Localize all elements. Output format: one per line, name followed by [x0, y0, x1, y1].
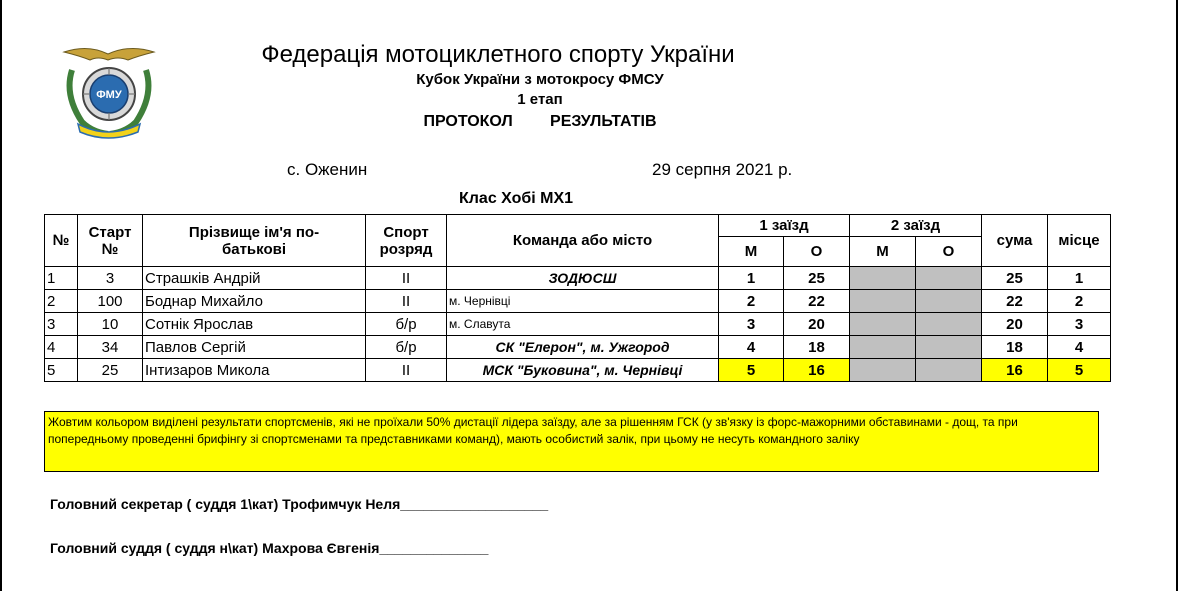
cell-sum: 22 — [982, 290, 1048, 313]
cell-race1-m: 3 — [719, 313, 784, 336]
header-race2-m: М — [850, 237, 916, 267]
table-row — [45, 290, 1111, 313]
cell-rank: б/р — [366, 313, 447, 336]
header-start-line2: № — [101, 240, 119, 258]
header-sum: сума — [982, 215, 1048, 267]
header-race2-o: О — [916, 237, 982, 267]
header-rank-line1: Спорт — [383, 223, 429, 241]
cell-sum: 25 — [982, 267, 1048, 290]
cell-place: 5 — [1048, 359, 1111, 382]
cell-name: Сотнік Ярослав — [143, 313, 366, 336]
cell-race1-o: 25 — [784, 267, 850, 290]
header-start — [78, 215, 143, 267]
cell-race1-m: 5 — [719, 359, 784, 382]
cell-rank: б/р — [366, 336, 447, 359]
table-row — [45, 359, 1111, 382]
cell-sum: 20 — [982, 313, 1048, 336]
cell-race1-o: 16 — [784, 359, 850, 382]
header-race1-m: М — [719, 237, 784, 267]
header-start-line1: Старт — [88, 223, 132, 241]
cell-no: 2 — [45, 290, 78, 313]
cell-race2-m — [850, 290, 916, 313]
cell-race1-m: 4 — [719, 336, 784, 359]
header-rank-line2: розряд — [379, 240, 433, 258]
cell-rank: ІІ — [366, 267, 447, 290]
table-row — [45, 336, 1111, 359]
cell-place: 1 — [1048, 267, 1111, 290]
event-place: с. Оженин — [287, 160, 368, 179]
page-border-left — [0, 0, 2, 591]
cell-rank: ІІ — [366, 290, 447, 313]
cell-place: 2 — [1048, 290, 1111, 313]
logo-text: ФМУ — [96, 89, 122, 101]
header-race1-o: О — [784, 237, 850, 267]
cell-start: 100 — [78, 290, 143, 313]
cell-place: 4 — [1048, 336, 1111, 359]
cell-race2-m — [850, 336, 916, 359]
header-race2: 2 заїзд — [850, 215, 982, 237]
cell-sum: 16 — [982, 359, 1048, 382]
cell-no: 5 — [45, 359, 78, 382]
cell-team: м. Славута — [447, 313, 719, 336]
cell-no: 3 — [45, 313, 78, 336]
cell-race2-o — [916, 267, 982, 290]
event-date: 29 серпня 2021 р. — [652, 160, 793, 179]
cell-rank: ІІ — [366, 359, 447, 382]
cell-team: МСК "Буковина", м. Чернівці — [447, 359, 719, 382]
cell-name: Страшків Андрій — [143, 267, 366, 290]
cell-start: 10 — [78, 313, 143, 336]
cell-name: Боднар Михайло — [143, 290, 366, 313]
judge-signature: Головний суддя ( суддя н\кат) Махрова Євгенія______________ — [50, 540, 489, 556]
header-place: місце — [1048, 215, 1111, 267]
cell-sum: 18 — [982, 336, 1048, 359]
cell-team: СК "Елерон", м. Ужгород — [447, 336, 719, 359]
cell-race1-m: 2 — [719, 290, 784, 313]
yellow-highlight-note: Жовтим кольором виділені результати спортсменів, які не проїхали 50% дистації лідера заїзду, але за рішенням ГСК (у зв'язку із форс-мажорними обставинами - дощ, та при попередньому проведенні брифінгу зі спортсменами та представниками команд), мають особистий залік, при цьому не несуть командного заліку — [44, 411, 1099, 472]
header-name-line1: Прізвище ім'я по- — [188, 223, 320, 241]
header-rank — [366, 215, 447, 267]
results-table — [44, 214, 1111, 382]
cell-start: 3 — [78, 267, 143, 290]
cell-start: 34 — [78, 336, 143, 359]
cell-race2-o — [916, 359, 982, 382]
cell-team: м. Чернівці — [447, 290, 719, 313]
table-row — [45, 267, 1111, 290]
cell-race1-m: 1 — [719, 267, 784, 290]
cell-race1-o: 22 — [784, 290, 850, 313]
header-name-line2: батькові — [221, 240, 287, 258]
header-team: Команда або місто — [447, 215, 719, 267]
cell-no: 4 — [45, 336, 78, 359]
cell-race2-m — [850, 359, 916, 382]
document-header — [150, 40, 930, 132]
cell-no: 1 — [45, 267, 78, 290]
cell-name: Інтизаров Микола — [143, 359, 366, 382]
federation-title: Федерація мотоциклетного спорту України — [261, 41, 735, 68]
protocol-title: ПРОТОКОЛ РЕЗУЛЬТАТІВ — [423, 113, 657, 130]
cell-race2-m — [850, 313, 916, 336]
cell-race2-o — [916, 313, 982, 336]
cell-start: 25 — [78, 359, 143, 382]
cell-race2-o — [916, 290, 982, 313]
header-race1: 1 заїзд — [719, 215, 850, 237]
cell-name: Павлов Сергій — [143, 336, 366, 359]
header-no: № — [45, 215, 78, 267]
cell-race1-o: 20 — [784, 313, 850, 336]
table-row — [45, 313, 1111, 336]
cell-race2-m — [850, 267, 916, 290]
secretary-signature: Головний секретар ( суддя 1\кат) Трофимчук Неля___________________ — [50, 496, 549, 512]
cup-title: Кубок України з мотокросу ФМСУ — [416, 71, 664, 88]
cell-place: 3 — [1048, 313, 1111, 336]
cell-team: ЗОДЮСШ — [447, 267, 719, 290]
cell-race2-o — [916, 336, 982, 359]
class-title: Клас Хобі МХ1 — [459, 190, 574, 207]
stage-label: 1 етап — [517, 91, 563, 108]
cell-race1-o: 18 — [784, 336, 850, 359]
header-name — [143, 215, 366, 267]
